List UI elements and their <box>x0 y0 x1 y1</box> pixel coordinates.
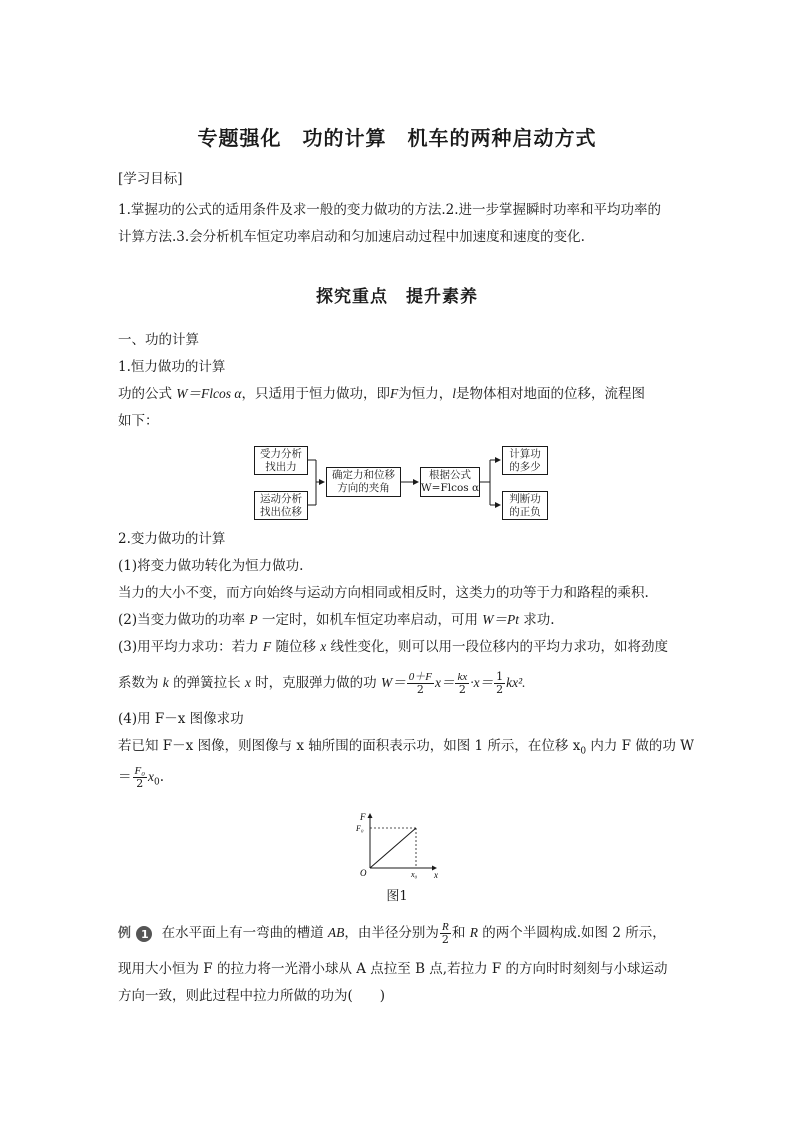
flow-box-motion-analysis <box>254 491 308 520</box>
formula: W＝Flcos α <box>176 386 242 401</box>
f-x-graph <box>356 810 446 880</box>
x0-label: x₀ <box>411 870 418 879</box>
frac-num: R <box>440 921 451 934</box>
subscript: 0 <box>154 777 160 788</box>
frac-num: 0＋F <box>408 671 432 683</box>
frac-num: 1 <box>496 670 504 683</box>
frac-den: 2 <box>136 777 144 790</box>
flow-box-label: 受力分析 找出力 <box>260 447 302 473</box>
example-1-line-3: 方向一致，则此过程中拉力所做的功为( ) <box>118 988 386 1004</box>
objectives-line-2: 计算方法.3.会分析机车恒定功率启动和匀加速启动过程中加速度和速度的变化. <box>118 229 585 245</box>
fraction <box>407 671 434 696</box>
var-AB: AB <box>327 925 345 940</box>
var-F: F <box>390 386 399 401</box>
text: 是物体相对地面的位移，流程图 <box>456 386 646 402</box>
objectives-line-1: 1.掌握功的公式的适用条件及求一般的变力做功的方法.2.进一步掌握瞬时功率和平均功率的 <box>118 202 662 218</box>
y-axis-label: F <box>360 812 366 822</box>
objectives-label: [学习目标] <box>118 171 183 187</box>
method-3 <box>118 638 668 656</box>
var-x: x <box>148 769 155 784</box>
var-k: k <box>162 675 169 690</box>
text: 的弹簧拉长 <box>168 675 245 691</box>
var-P: P <box>249 612 258 627</box>
flow-box-label: 判断功 的正负 <box>509 492 541 518</box>
flow-box-label: 运动分析 找出位移 <box>260 492 302 518</box>
method-1: (1)将变力做功转化为恒力做功. <box>118 558 304 574</box>
formula-part: ·x＝ <box>470 675 494 690</box>
page-title: 专题强化 功的计算 机车的两种启动方式 <box>197 126 597 150</box>
text: ，只适用于恒力做功，即 <box>241 386 390 402</box>
flow-chart <box>252 445 562 521</box>
figure-1-caption: 图1 <box>386 889 408 904</box>
formula-W: W＝ <box>380 675 406 690</box>
text: 功的公式 <box>118 386 177 402</box>
flow-box-label: 根据公式 W=Flcos α <box>420 469 480 494</box>
text: . <box>159 769 165 785</box>
figure-1-graph <box>356 810 446 880</box>
text: 为恒力， <box>398 386 453 402</box>
flow-box-force-analysis <box>254 446 308 475</box>
text: 一定时，如机车恒定功率启动，可用 <box>257 612 483 628</box>
flow-box-label: 确定力和位移 方向的夹角 <box>332 469 395 494</box>
var-x: x <box>320 639 327 654</box>
svg-text:1: 1 <box>141 928 149 941</box>
subscript: 0 <box>580 746 587 757</box>
formula: W＝Pt <box>482 612 520 627</box>
data-line <box>370 828 416 868</box>
fraction <box>455 671 469 696</box>
fraction <box>133 765 148 790</box>
part1-heading: 一、功的计算 <box>118 332 199 348</box>
text: (2)当变力做功的功率 <box>118 612 250 628</box>
method-4: (4)用 F－x 图像求功 <box>118 711 244 727</box>
frac-den: 2 <box>496 683 504 696</box>
text: 时，克服弹力做的功 <box>250 675 381 691</box>
text: 若已知 F－x 图像，则图像与 x 轴所围的面积表示功，如图 1 所示，在位移 x <box>118 738 581 754</box>
sub1-paragraph <box>118 385 645 403</box>
text: 求功. <box>519 612 555 628</box>
var-R: R <box>469 925 478 940</box>
text: ，由半径分别为 <box>344 925 439 941</box>
example-number-badge <box>135 919 157 949</box>
text: ＝ <box>118 769 132 785</box>
sub1-paragraph-cont: 如下： <box>118 413 159 429</box>
var-l: l <box>452 386 457 401</box>
flow-box-formula <box>420 467 480 497</box>
flow-box-magnitude <box>502 446 548 475</box>
fraction <box>494 671 505 696</box>
text: (3)用平均力求功：若力 <box>118 639 263 655</box>
text: 随位移 <box>271 639 321 655</box>
example-1-line-2: 现用大小恒为 F 的拉力将一光滑小球从 A 点拉至 B 点,若拉力 F 的方向时时刻刻与小球运动 <box>118 961 668 977</box>
section-title: 探究重点 提升素养 <box>316 287 478 307</box>
method-1-detail: 当力的大小不变，而方向始终与运动方向相同或相反时，这类力的功等于力和路程的乘积. <box>118 585 649 601</box>
flow-box-sign <box>502 491 548 520</box>
text: 和 <box>451 925 470 941</box>
example-badge-icon <box>135 925 157 943</box>
example-1-line-1 <box>118 918 666 949</box>
formula-part: kx². <box>506 675 526 690</box>
x-axis-label: x <box>434 870 438 880</box>
method-4-text <box>118 737 694 761</box>
fraction <box>440 921 451 946</box>
origin-label: O <box>360 868 367 878</box>
frac-num: kx <box>457 671 468 683</box>
method-3-cont <box>118 668 526 698</box>
frac-den: 2 <box>458 683 466 696</box>
var-F: F <box>262 639 272 654</box>
sub1-heading: 1.恒力做功的计算 <box>118 359 226 375</box>
text: 的两个半圆构成.如图 2 所示， <box>477 925 666 941</box>
var-x: x <box>244 675 251 690</box>
sub2-heading: 2.变力做功的计算 <box>118 531 226 547</box>
method-2 <box>118 611 555 629</box>
frac-num: F₀ <box>134 765 146 777</box>
flow-box-angle <box>326 467 401 497</box>
example-label: 例 <box>118 926 132 941</box>
F0-label: F₀ <box>356 824 364 833</box>
text: 线性变化，则可以用一段位移内的平均力求功，如将劲度 <box>326 639 669 655</box>
method-4-formula <box>118 762 164 798</box>
formula-part: x＝ <box>434 675 455 690</box>
flow-box-label: 计算功 的多少 <box>509 447 541 473</box>
text: 内力 F 做的功 W <box>586 738 694 754</box>
frac-den: 2 <box>441 933 449 946</box>
frac-den: 2 <box>416 683 424 696</box>
text: 系数为 <box>118 675 163 691</box>
text: 在水平面上有一弯曲的槽道 <box>161 925 328 941</box>
